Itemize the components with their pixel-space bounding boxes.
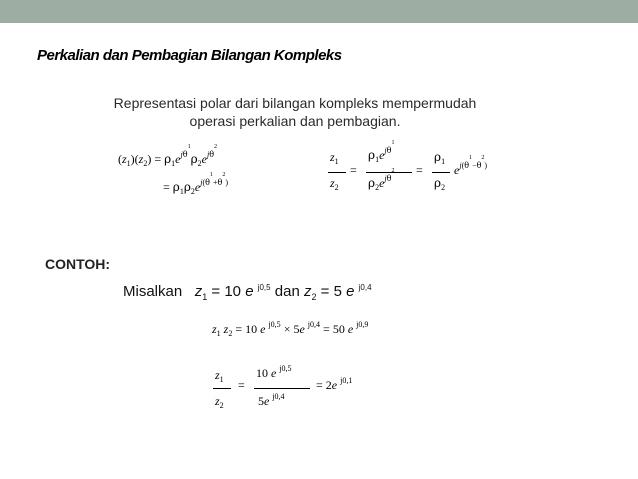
z1-subscript: 1 (202, 292, 208, 302)
equals-sign: = (416, 163, 423, 177)
polar-quotient-z2: $z_2$ (330, 176, 339, 192)
equals-sign: = (238, 378, 245, 392)
quotient-numerator: 10 e $^{j0,5}$ (256, 364, 292, 380)
polar-quotient-den: $\rho_2e^{j\theta^2}$ (368, 168, 395, 192)
equals-sign: = (350, 163, 357, 177)
quotient-den-c: 5 (258, 394, 264, 408)
top-bar (0, 0, 638, 23)
quotient-result-c: 2 (325, 378, 332, 392)
slide-title: Perkalian dan Pembagian Bilangan Kompleks (37, 47, 342, 64)
contoh-label: CONTOH: (45, 256, 111, 272)
intro-text (60, 94, 530, 130)
misalkan-line: Misalkan $z_1 = 10$ e $^{j0,5}$ dan $z_2 = 5$ e $^{j0,4}$ (123, 283, 372, 302)
intro-line-2: operasi perkalian dan pembagian. (189, 113, 401, 129)
rho2: $\rho_2$ (434, 176, 446, 192)
z2-coefficient: 5 (333, 283, 342, 300)
quotient-result: = 2e $^{j0,1}$ (316, 376, 353, 392)
product-c1: 10 (245, 322, 258, 336)
polar-product-line2: = $\rho_1\rho_2e^{j(\theta^1+\theta^2)}$ (163, 172, 228, 196)
z1-coefficient: 10 (224, 283, 242, 300)
polar-quotient-result: $e^{j(\theta^1-\theta^2)}$ (454, 155, 488, 177)
misalkan-prefix: Misalkan (123, 283, 183, 300)
product-e1: j0,5 (268, 320, 281, 329)
z2-exponent: j0,4 (358, 283, 372, 292)
quotient-z1: $z_1$ (215, 368, 224, 384)
fraction-bar (254, 388, 310, 389)
fraction-bar (432, 172, 450, 173)
fraction-bar (328, 172, 346, 173)
fraction-bar (366, 172, 412, 173)
quotient-num-e: j0,5 (279, 364, 292, 373)
polar-product-line1: $(z_1)(z_2) = \rho_1e^{j\theta^1}\rho_2e^{j\theta^2}$ (118, 144, 218, 168)
z2-subscript: 2 (311, 292, 317, 302)
quotient-z2: $z_2$ (215, 394, 224, 410)
product-c2: 5 (293, 322, 300, 336)
product-result-c: 50 (332, 322, 345, 336)
quotient-den-e: j0,4 (272, 392, 285, 401)
conjunction: dan (274, 283, 300, 300)
quotient-denominator: 5e $^{j0,4}$ (258, 392, 285, 408)
fraction-bar (213, 388, 231, 389)
product-e2: j0,4 (307, 320, 321, 329)
polar-quotient-num: $\rho_1e^{j\theta^1}$ (368, 140, 395, 164)
intro-line-1: Representasi polar dari bilangan kompleks mempermudah (113, 95, 477, 111)
quotient-num-c: 10 (256, 366, 268, 380)
rho1: $\rho_1$ (434, 150, 446, 166)
polar-quotient-z1: $z_1$ (330, 150, 339, 166)
quotient-result-e: j0,1 (340, 376, 353, 385)
example-product: $z_1$ $z_2 = 10$ e $^{j0,5}$ × 5e $^{j0,4}$ = 50 e $^{j0,9}$ (212, 320, 369, 338)
z1-exponent: j0,5 (257, 283, 271, 292)
product-result-e: j0,9 (356, 320, 369, 329)
